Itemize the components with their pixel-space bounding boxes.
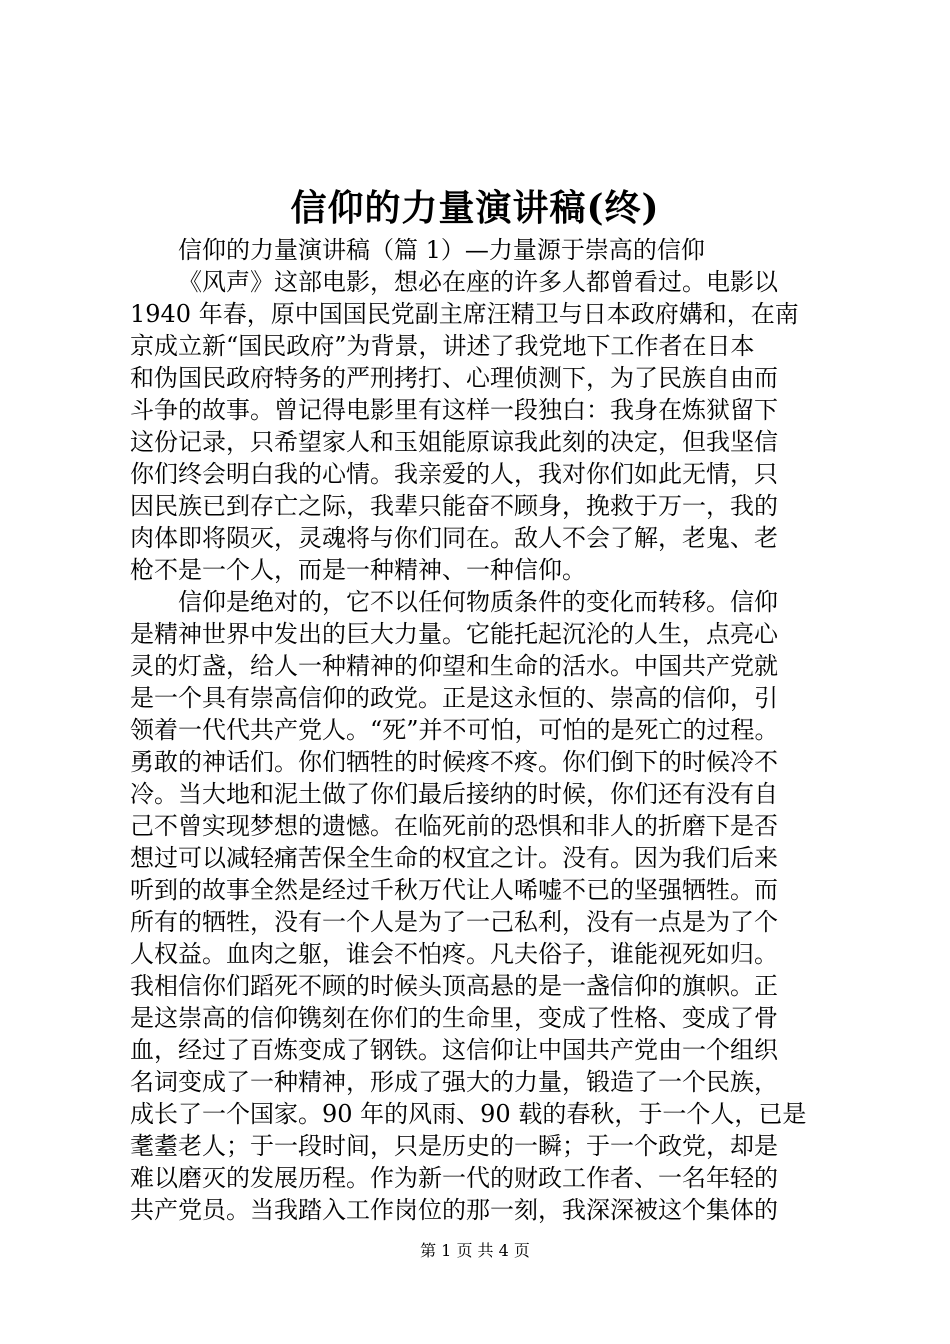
paragraph-line: 我相信你们蹈死不顾的时候头顶高悬的是一盏信仰的旗帜。正: [130, 972, 778, 1000]
paragraph-line: 京成立新“国民政府”为背景，讲述了我党地下工作者在日本: [130, 332, 755, 360]
paragraph-line: 灵的灯盏，给人一种精神的仰望和生命的活水。中国共产党就: [130, 652, 778, 680]
paragraph-line: 己不曾实现梦想的遗憾。在临死前的恐惧和非人的折磨下是否: [130, 812, 778, 840]
paragraph-line: 听到的故事全然是经过千秋万代让人唏嘘不已的坚强牺牲。而: [130, 876, 778, 904]
paragraph-line: 勇敢的神话们。你们牺牲的时候疼不疼。你们倒下的时候冷不: [130, 748, 778, 776]
paragraph-line: 斗争的故事。曾记得电影里有这样一段独白：我身在炼狱留下: [130, 396, 778, 424]
paragraph-line: 血，经过了百炼变成了钢铁。这信仰让中国共产党由一个组织: [130, 1036, 778, 1064]
paragraph-line: 是精神世界中发出的巨大力量。它能托起沉沦的人生，点亮心: [130, 620, 778, 648]
paragraph-line: 因民族已到存亡之际，我辈只能奋不顾身，挽救于万一，我的: [130, 492, 778, 520]
document-title: 信仰的力量演讲稿(终): [290, 187, 660, 229]
paragraph-line: 和伪国民政府特务的严刑拷打、心理侦测下，为了民族自由而: [130, 364, 778, 392]
paragraph-line: 领着一代代共产党人。“死”并不可怕，可怕的是死亡的过程。: [130, 716, 779, 744]
paragraph-line: 1940 年春，原中国国民党副主席汪精卫与日本政府媾和，在南: [130, 300, 799, 328]
paragraph-line: 是一个具有崇高信仰的政党。正是这永恒的、崇高的信仰，引: [130, 684, 778, 712]
paragraph-line: 名词变成了一种精神，形成了强大的力量，锻造了一个民族，: [130, 1068, 778, 1096]
paragraph-line: 你们终会明白我的心情。我亲爱的人，我对你们如此无情，只: [130, 460, 778, 488]
paragraph-line: 肉体即将陨灭，灵魂将与你们同在。敌人不会了解，老鬼、老: [130, 524, 778, 552]
paragraph-line: 共产党员。当我踏入工作岗位的那一刻，我深深被这个集体的: [130, 1196, 778, 1224]
paragraph-line: 是这崇高的信仰镌刻在你们的生命里，变成了性格、变成了骨: [130, 1004, 778, 1032]
paragraph-line: 耄耋老人；于一段时间，只是历史的一瞬；于一个政党，却是: [130, 1132, 778, 1160]
paragraph-line: 冷。当大地和泥土做了你们最后接纳的时候，你们还有没有自: [130, 780, 778, 808]
paragraph-line: 人权益。血肉之躯，谁会不怕疼。凡夫俗子，谁能视死如归。: [130, 940, 778, 968]
paragraph-line: 想过可以减轻痛苦保全生命的权宜之计。没有。因为我们后来: [130, 844, 778, 872]
paragraph-first-line: 《风声》这部电影，想必在座的许多人都曾看过。电影以: [178, 268, 778, 296]
paragraph-line: 枪不是一个人，而是一种精神、一种信仰。: [130, 556, 586, 584]
paragraph-line: 成长了一个国家。90 年的风雨、90 载的春秋，于一个人，已是: [130, 1100, 807, 1128]
paragraph-first-line: 信仰是绝对的，它不以任何物质条件的变化而转移。信仰: [178, 588, 778, 616]
page-number-footer: 第 1 页 共 4 页: [420, 1241, 530, 1260]
paragraph-first-line: 信仰的力量演讲稿（篇 1）—力量源于崇高的信仰: [178, 236, 705, 264]
document-body: [130, 234, 830, 1226]
paragraph-line: 所有的牺牲，没有一个人是为了一己私利，没有一点是为了个: [130, 908, 778, 936]
paragraph-line: 难以磨灭的发展历程。作为新一代的财政工作者、一名年轻的: [130, 1164, 778, 1192]
paragraph-line: 这份记录，只希望家人和玉姐能原谅我此刻的决定，但我坚信: [130, 428, 778, 456]
